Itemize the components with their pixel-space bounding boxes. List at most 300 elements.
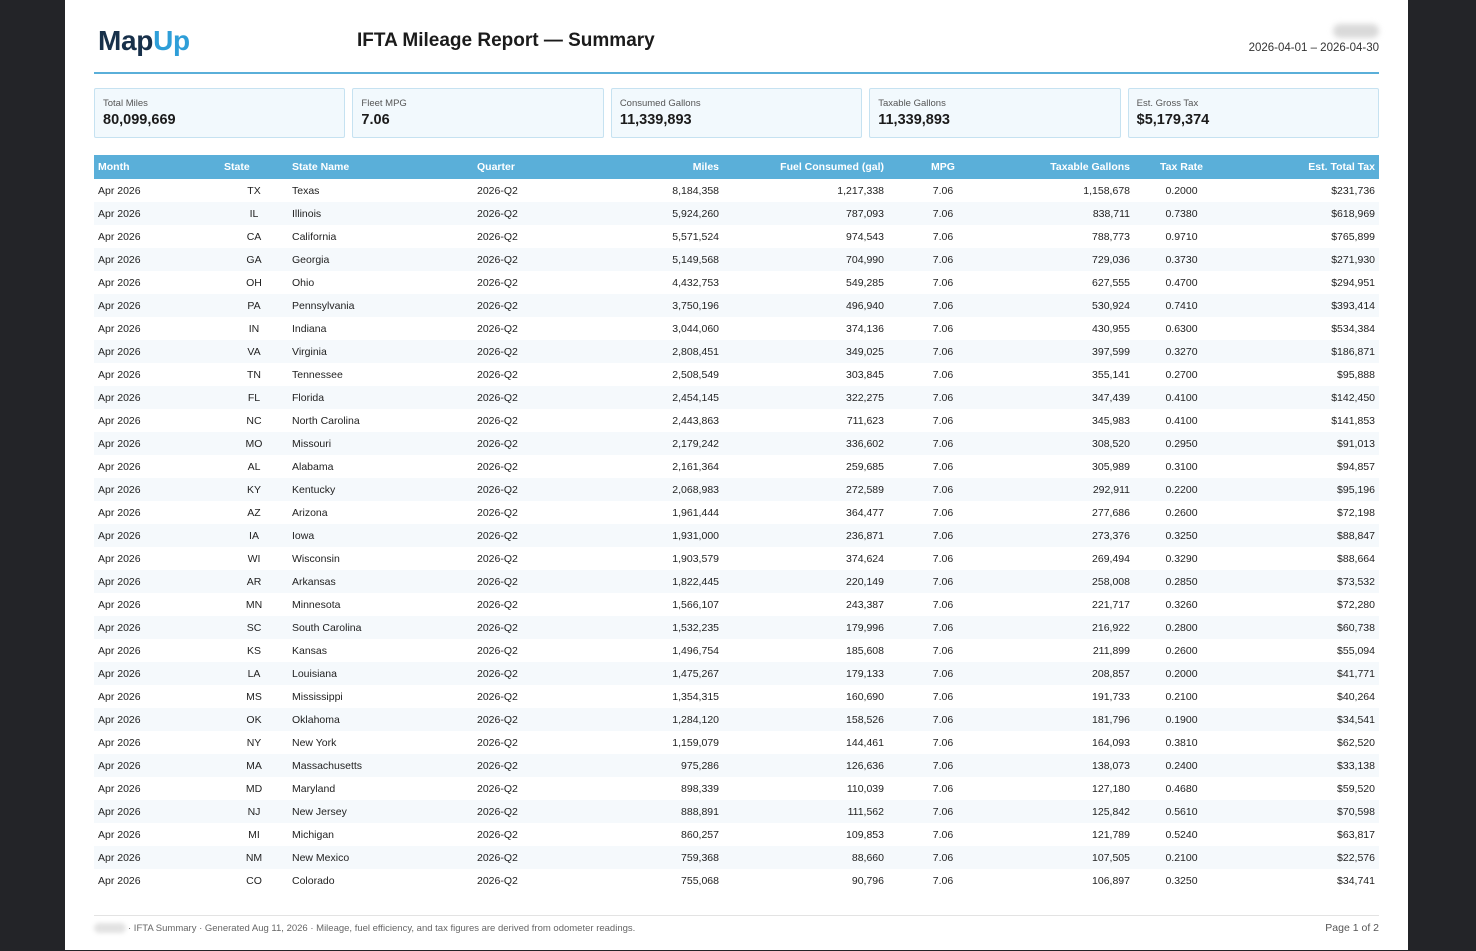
cell-state-name: Indiana [292,322,327,335]
cell-month: Apr 2026 [98,414,141,427]
cell-est-total-tax: $618,969 [1229,202,1379,225]
cell-state: TN [247,368,261,381]
cell-fuel-consumed: 220,149 [723,570,888,593]
cell-state-name: North Carolina [292,414,360,427]
cell-quarter: 2026-Q2 [473,202,578,225]
cell-tax-rate: 0.2950 [1134,432,1229,455]
cell-miles: 759,368 [578,846,723,869]
cell-tax-rate: 0.6300 [1165,322,1198,335]
cell-taxable-gallons: 345,983 [1092,414,1130,427]
redacted-company-name [1333,24,1379,38]
column-header-fuel-consumed: Fuel Consumed (gal) [723,155,888,179]
cell-state-name: Missouri [288,432,473,455]
cell-miles: 1,961,444 [672,506,719,519]
cell-taxable-gallons: 308,520 [998,432,1134,455]
column-header-quarter: Quarter [473,155,578,179]
summary-card-value: $5,179,374 [1136,112,1210,128]
cell-est-total-tax: $88,847 [1229,524,1379,547]
cell-state-name: Wisconsin [292,552,340,565]
cell-est-total-tax: $88,664 [1337,552,1375,565]
cell-quarter: 2026-Q2 [477,874,518,887]
cell-mpg: 7.06 [888,846,998,869]
cell-month: Apr 2026 [94,386,220,409]
cell-state-name: Kentucky [288,478,473,501]
cell-fuel-consumed: 711,623 [846,414,884,427]
cell-tax-rate: 0.4100 [1165,414,1198,427]
cell-est-total-tax: $393,414 [1229,294,1379,317]
cell-fuel-consumed: 109,853 [846,828,884,841]
cell-mpg: 7.06 [932,322,954,335]
cell-state-name: Pennsylvania [288,294,473,317]
cell-tax-rate: 0.5610 [1134,800,1229,823]
cell-est-total-tax: $40,264 [1337,690,1375,703]
cell-taxable-gallons: 107,505 [998,846,1134,869]
cell-mpg: 7.06 [888,616,998,639]
cell-est-total-tax: $534,384 [1331,322,1375,335]
table-row [94,317,1379,340]
cell-mpg: 7.06 [888,432,998,455]
cell-quarter: 2026-Q2 [477,230,518,243]
cell-month: Apr 2026 [94,432,220,455]
cell-state: MN [245,598,263,611]
cell-fuel-consumed: 364,477 [846,506,884,519]
cell-month: Apr 2026 [94,202,220,225]
cell-tax-rate: 0.3270 [1134,340,1229,363]
cell-tax-rate: 0.3290 [1165,552,1198,565]
cell-tax-rate: 0.2800 [1134,616,1229,639]
cell-taxable-gallons: 838,711 [998,202,1134,225]
cell-est-total-tax: $95,888 [1337,368,1375,381]
cell-month: Apr 2026 [98,552,141,565]
cell-quarter: 2026-Q2 [473,800,578,823]
cell-taxable-gallons: 211,899 [1092,644,1130,657]
cell-tax-rate: 0.2000 [1165,184,1198,197]
cell-state-name: South Carolina [288,616,473,639]
cell-state: OH [246,276,262,289]
cell-miles: 5,571,524 [672,230,719,243]
cell-fuel-consumed: 303,845 [846,368,884,381]
summary-card-value: 7.06 [361,112,390,128]
cell-month: Apr 2026 [94,340,220,363]
cell-quarter: 2026-Q2 [473,386,578,409]
cell-miles: 898,339 [681,782,719,795]
cell-mpg: 7.06 [888,708,998,731]
cell-state: SC [220,616,288,639]
cell-fuel-consumed: 974,543 [846,230,884,243]
cell-quarter: 2026-Q2 [477,460,518,473]
cell-quarter: 2026-Q2 [477,644,518,657]
cell-taxable-gallons: 627,555 [1092,276,1130,289]
cell-month: Apr 2026 [94,616,220,639]
cell-miles: 2,068,983 [578,478,723,501]
table-row [94,225,1379,248]
cell-taxable-gallons: 138,073 [998,754,1134,777]
cell-state: IN [248,322,260,335]
cell-tax-rate: 0.3250 [1134,524,1229,547]
cell-state: VA [220,340,288,363]
cell-state: PA [220,294,288,317]
cell-miles: 888,891 [578,800,723,823]
summary-card-label: Consumed Gallons [619,98,701,109]
cell-month: Apr 2026 [94,662,220,685]
summary-card-total-miles [94,88,345,138]
table-header-row [94,155,1379,179]
cell-taxable-gallons: 430,955 [1092,322,1130,335]
cell-est-total-tax: $231,736 [1331,184,1375,197]
cell-state-name: Massachusetts [288,754,473,777]
report-footer [94,915,1379,951]
cell-state-name: California [292,230,337,243]
cell-state: TX [247,184,261,197]
cell-tax-rate: 0.9710 [1165,230,1198,243]
table-row [94,455,1379,478]
cell-quarter: 2026-Q2 [477,368,518,381]
cell-miles: 2,179,242 [578,432,723,455]
cell-tax-rate: 0.2400 [1134,754,1229,777]
cell-tax-rate: 0.2200 [1134,478,1229,501]
table-row [94,823,1379,846]
cell-month: Apr 2026 [98,460,141,473]
cell-month: Apr 2026 [94,294,220,317]
table-row [94,593,1379,616]
cell-est-total-tax: $41,771 [1229,662,1379,685]
cell-miles: 1,566,107 [672,598,719,611]
cell-taxable-gallons: 397,599 [998,340,1134,363]
cell-miles: 1,159,079 [672,736,719,749]
cell-state-name: Georgia [288,248,473,271]
cell-fuel-consumed: 126,636 [723,754,888,777]
cell-fuel-consumed: 1,217,338 [837,184,884,197]
cell-fuel-consumed: 374,624 [846,552,884,565]
cell-month: Apr 2026 [98,322,141,335]
cell-fuel-consumed: 259,685 [846,460,884,473]
table-row [94,248,1379,271]
cell-month: Apr 2026 [98,230,141,243]
column-header-miles: Miles [578,155,723,179]
cell-est-total-tax: $294,951 [1331,276,1375,289]
cell-mpg: 7.06 [932,828,954,841]
table-row [94,800,1379,823]
cell-tax-rate: 0.3730 [1134,248,1229,271]
cell-state-name: Maryland [292,782,336,795]
cell-tax-rate: 0.4100 [1134,386,1229,409]
cell-state: MS [246,690,262,703]
cell-est-total-tax: $60,738 [1229,616,1379,639]
logo-map-text: Map [98,25,154,56]
cell-quarter: 2026-Q2 [473,754,578,777]
cell-month: Apr 2026 [98,276,141,289]
summary-card-consumed-gallons [611,88,862,138]
cell-quarter: 2026-Q2 [477,322,518,335]
table-body [94,179,1379,892]
cell-month: Apr 2026 [98,782,141,795]
cell-est-total-tax: $765,899 [1331,230,1375,243]
cell-state-name: New Mexico [288,846,473,869]
cell-state-name: New Jersey [288,800,473,823]
cell-quarter: 2026-Q2 [473,708,578,731]
cell-quarter: 2026-Q2 [473,432,578,455]
cell-est-total-tax: $72,198 [1337,506,1375,519]
summary-card-label: Fleet MPG [361,98,407,109]
cell-est-total-tax: $271,930 [1229,248,1379,271]
cell-miles: 860,257 [681,828,719,841]
cell-fuel-consumed: 160,690 [846,690,884,703]
cell-month: Apr 2026 [94,478,220,501]
cell-mpg: 7.06 [888,340,998,363]
table-row [94,409,1379,432]
cell-state-name: Oklahoma [288,708,473,731]
cell-taxable-gallons: 181,796 [998,708,1134,731]
cell-est-total-tax: $33,138 [1229,754,1379,777]
cell-est-total-tax: $72,280 [1337,598,1375,611]
footer-note: · IFTA Summary · Generated Aug 11, 2026 · Mileage, fuel efficiency, and tax figures are derived from odometer readings. [128,923,636,934]
cell-state: AR [220,570,288,593]
cell-mpg: 7.06 [932,506,954,519]
cell-taxable-gallons: 191,733 [1092,690,1130,703]
cell-month: Apr 2026 [98,506,141,519]
table-row [94,271,1379,294]
cell-taxable-gallons: 347,439 [998,386,1134,409]
cell-mpg: 7.06 [888,754,998,777]
cell-fuel-consumed: 144,461 [846,736,884,749]
cell-state: AZ [247,506,261,519]
column-header-tax-rate: Tax Rate [1134,155,1229,179]
cell-tax-rate: 0.2100 [1165,690,1198,703]
cell-est-total-tax: $73,532 [1229,570,1379,593]
cell-mpg: 7.06 [888,800,998,823]
cell-est-total-tax: $55,094 [1337,644,1375,657]
table-row [94,478,1379,501]
cell-state: LA [220,662,288,685]
cell-quarter: 2026-Q2 [477,414,518,427]
cell-miles: 1,903,579 [672,552,719,565]
table-row [94,179,1379,202]
cell-month: Apr 2026 [98,644,141,657]
cell-state-name: Texas [292,184,320,197]
cell-quarter: 2026-Q2 [473,294,578,317]
cell-state: FL [220,386,288,409]
cell-est-total-tax: $141,853 [1331,414,1375,427]
cell-state-name: Minnesota [292,598,341,611]
cell-fuel-consumed: 243,387 [846,598,884,611]
table-row [94,363,1379,386]
cell-state-name: Louisiana [288,662,473,685]
cell-quarter: 2026-Q2 [473,340,578,363]
cell-tax-rate: 0.3260 [1165,598,1198,611]
column-header-est-total-tax: Est. Total Tax [1229,155,1379,179]
cell-taxable-gallons: 125,842 [998,800,1134,823]
cell-month: Apr 2026 [98,184,141,197]
cell-tax-rate: 0.5240 [1165,828,1198,841]
cell-state-name: Arkansas [288,570,473,593]
cell-tax-rate: 0.4680 [1165,782,1198,795]
cell-fuel-consumed: 111,562 [723,800,888,823]
cell-state-name: Arizona [292,506,328,519]
cell-miles: 755,068 [681,874,719,887]
table-row [94,639,1379,662]
table-row [94,708,1379,731]
cell-mpg: 7.06 [932,644,954,657]
cell-taxable-gallons: 273,376 [998,524,1134,547]
cell-mpg: 7.06 [932,736,954,749]
cell-miles: 5,924,260 [578,202,723,225]
summary-card-label: Total Miles [103,98,148,109]
cell-est-total-tax: $186,871 [1229,340,1379,363]
cell-quarter: 2026-Q2 [473,616,578,639]
table-row [94,777,1379,800]
cell-fuel-consumed: 179,133 [723,662,888,685]
cell-taxable-gallons: 216,922 [998,616,1134,639]
cell-quarter: 2026-Q2 [473,478,578,501]
cell-quarter: 2026-Q2 [473,524,578,547]
cell-tax-rate: 0.3100 [1165,460,1198,473]
cell-quarter: 2026-Q2 [473,662,578,685]
cell-state-name: Florida [288,386,473,409]
cell-quarter: 2026-Q2 [477,184,518,197]
cell-tax-rate: 0.3250 [1165,874,1198,887]
cell-state: IL [220,202,288,225]
cell-est-total-tax: $91,013 [1229,432,1379,455]
summary-card-taxable-gallons [869,88,1120,138]
cell-state-name: Iowa [288,524,473,547]
cell-tax-rate: 0.2850 [1134,570,1229,593]
cell-state-name: New York [292,736,337,749]
cell-taxable-gallons: 355,141 [1092,368,1130,381]
cell-miles: 2,808,451 [578,340,723,363]
table-row [94,202,1379,225]
cell-miles: 1,822,445 [578,570,723,593]
cell-mpg: 7.06 [932,874,954,887]
cell-quarter: 2026-Q2 [477,506,518,519]
page-number: Page 1 of 2 [1325,922,1379,934]
cell-month: Apr 2026 [98,828,141,841]
cell-mpg: 7.06 [932,460,954,473]
cell-mpg: 7.06 [932,598,954,611]
cell-state-name: Alabama [292,460,334,473]
cell-taxable-gallons: 106,897 [1092,874,1130,887]
cell-fuel-consumed: 90,796 [851,874,884,887]
cell-tax-rate: 0.2100 [1134,846,1229,869]
cell-state: GA [220,248,288,271]
table-row [94,754,1379,777]
cell-tax-rate: 0.2000 [1134,662,1229,685]
cell-state: KS [246,644,261,657]
cell-taxable-gallons: 269,494 [1092,552,1130,565]
table-row [94,386,1379,409]
cell-taxable-gallons: 530,924 [998,294,1134,317]
cell-mpg: 7.06 [888,294,998,317]
cell-tax-rate: 0.4700 [1165,276,1198,289]
cell-taxable-gallons: 208,857 [998,662,1134,685]
summary-card-label: Est. Gross Tax [1136,98,1199,109]
cell-quarter: 2026-Q2 [477,828,518,841]
cell-taxable-gallons: 305,989 [1092,460,1130,473]
cell-mpg: 7.06 [888,478,998,501]
cell-quarter: 2026-Q2 [473,846,578,869]
cell-month: Apr 2026 [94,248,220,271]
cell-taxable-gallons: 258,008 [998,570,1134,593]
table-row [94,524,1379,547]
cell-miles: 2,508,549 [672,368,719,381]
redacted-footer-company [94,923,126,933]
mileage-table [94,155,1379,892]
cell-est-total-tax: $94,857 [1337,460,1375,473]
cell-miles: 1,496,754 [672,644,719,657]
table-row [94,869,1379,892]
cell-fuel-consumed: 374,136 [846,322,884,335]
cell-taxable-gallons: 788,773 [1092,230,1130,243]
cell-taxable-gallons: 1,158,678 [1083,184,1130,197]
column-header-taxable-gallons: Taxable Gallons [998,155,1134,179]
cell-state: AL [247,460,261,473]
cell-est-total-tax: $22,576 [1229,846,1379,869]
cell-mpg: 7.06 [932,782,954,795]
cell-tax-rate: 0.7410 [1134,294,1229,317]
cell-state-name: Kansas [292,644,328,657]
cell-miles: 2,454,145 [578,386,723,409]
cell-fuel-consumed: 549,285 [846,276,884,289]
table-row [94,294,1379,317]
cell-mpg: 7.06 [888,202,998,225]
cell-mpg: 7.06 [932,230,954,243]
cell-mpg: 7.06 [888,662,998,685]
cell-taxable-gallons: 292,911 [998,478,1134,501]
cell-state-name: Michigan [292,828,335,841]
cell-state: NM [220,846,288,869]
cell-miles: 2,161,364 [672,460,719,473]
cell-est-total-tax: $95,196 [1229,478,1379,501]
cell-miles: 2,443,863 [672,414,719,427]
cell-miles: 1,354,315 [672,690,719,703]
cell-miles: 3,750,196 [578,294,723,317]
cell-miles: 1,931,000 [578,524,723,547]
table-row [94,616,1379,639]
cell-fuel-consumed: 787,093 [723,202,888,225]
cell-month: Apr 2026 [98,736,141,749]
cell-taxable-gallons: 221,717 [1092,598,1130,611]
report-title: IFTA Mileage Report — Summary [357,30,655,51]
cell-state: IA [220,524,288,547]
cell-miles: 1,532,235 [578,616,723,639]
cell-tax-rate: 0.2700 [1165,368,1198,381]
cell-taxable-gallons: 121,789 [1092,828,1130,841]
cell-miles: 975,286 [578,754,723,777]
cell-est-total-tax: $142,450 [1229,386,1379,409]
mileage-table-container [94,155,1379,892]
cell-fuel-consumed: 704,990 [723,248,888,271]
cell-month: Apr 2026 [94,708,220,731]
cell-est-total-tax: $59,520 [1337,782,1375,795]
summary-cards [94,88,1379,138]
cell-fuel-consumed: 110,039 [846,782,884,795]
cell-taxable-gallons: 729,036 [998,248,1134,271]
table-row [94,547,1379,570]
cell-taxable-gallons: 164,093 [1092,736,1130,749]
column-header-state-name: State Name [288,155,473,179]
logo-up-text: Up [153,25,190,56]
cell-est-total-tax: $34,741 [1337,874,1375,887]
cell-state-name: Tennessee [292,368,343,381]
summary-card-label: Taxable Gallons [878,98,946,109]
column-header-state: State [220,155,288,179]
cell-quarter: 2026-Q2 [477,598,518,611]
cell-miles: 1,284,120 [578,708,723,731]
cell-month: Apr 2026 [94,800,220,823]
cell-est-total-tax: $62,520 [1337,736,1375,749]
table-row [94,340,1379,363]
cell-state: NY [246,736,262,749]
cell-tax-rate: 0.1900 [1134,708,1229,731]
